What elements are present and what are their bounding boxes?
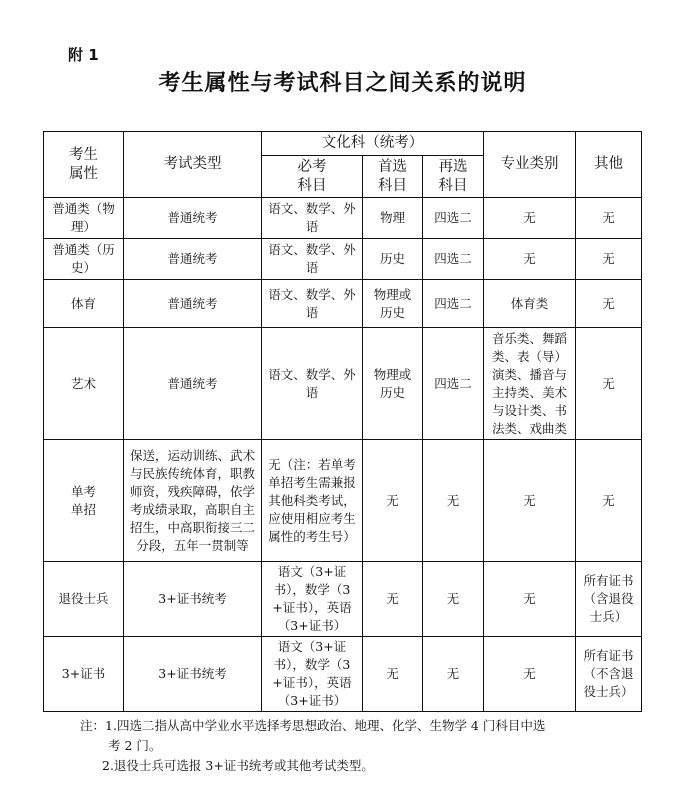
page-title: 考生属性与考试科目之间关系的说明 (158, 71, 527, 96)
cell-attr: 艺术 (44, 328, 124, 440)
cell-other: 无 (576, 198, 642, 239)
cell-type: 普通统考 (124, 280, 262, 328)
note-1: 注：1.四选二指从高中学业水平选择考思想政治、地理、化学、生物学 4 门科目中选 (80, 718, 546, 733)
note-1-continued: 考 2 门。 (108, 738, 162, 753)
cell-second: 无 (423, 440, 484, 562)
cell-type: 3+证书统考 (124, 637, 262, 712)
cell-required: 无（注：若单考单招考生需兼报其他科类考试，应使用相应考生属性的考生号） (262, 440, 363, 562)
cell-required: 语文、数学、外语 (262, 280, 363, 328)
header-attribute: 考生属性 (44, 132, 124, 198)
cell-attr: 体育 (44, 280, 124, 328)
cell-second: 无 (423, 637, 484, 712)
table-row (44, 637, 642, 712)
cell-major: 无 (484, 562, 576, 637)
cell-second: 四选二 (423, 328, 484, 440)
header-second-choice: 再选科目 (423, 156, 484, 198)
cell-attr: 退役士兵 (44, 562, 124, 637)
cell-first: 物理或历史 (363, 280, 423, 328)
cell-major: 体育类 (484, 280, 576, 328)
cell-first: 历史 (363, 239, 423, 280)
cell-first: 无 (363, 440, 423, 562)
table-row (44, 562, 642, 637)
cell-type: 保送，运动训练、武术与民族传统体育，职教师资，残疾障碍，依学考成绩录取，高职自主招生，中高职衔接三二分段，五年一贯制等 (124, 440, 262, 562)
cell-other: 所有证书（不含退役士兵） (576, 637, 642, 712)
cell-other: 无 (576, 328, 642, 440)
cell-type: 3+证书统考 (124, 562, 262, 637)
cell-second: 四选二 (423, 239, 484, 280)
cell-type: 普通统考 (124, 328, 262, 440)
cell-required: 语文（3+证书），数学（3+证书），英语（3+证书） (262, 637, 363, 712)
header-other: 其他 (576, 132, 642, 198)
cell-major: 音乐类、舞蹈类、表（导）演类、播音与主持类、美术与设计类、书法类、戏曲类 (484, 328, 576, 440)
notes-label: 注： (80, 718, 106, 733)
footnotes (80, 716, 640, 776)
cell-major: 无 (484, 440, 576, 562)
cell-other: 无 (576, 280, 642, 328)
header-culture: 文化科（统考） (262, 132, 484, 156)
relationship-table (43, 131, 642, 712)
header-row-1 (44, 132, 642, 156)
cell-second: 四选二 (423, 280, 484, 328)
cell-major: 无 (484, 239, 576, 280)
cell-required: 语文、数学、外语 (262, 198, 363, 239)
table-row (44, 440, 642, 562)
header-first-choice: 首选科目 (363, 156, 423, 198)
cell-required: 语文（3+证书），数学（3+证书），英语（3+证书） (262, 562, 363, 637)
cell-other: 所有证书（含退役士兵） (576, 562, 642, 637)
cell-second: 无 (423, 562, 484, 637)
note-2: 2.退役士兵可选报 3+证书统考或其他考试类型。 (102, 758, 374, 773)
annex-label: 附 1 (68, 46, 99, 64)
cell-first: 物理或历史 (363, 328, 423, 440)
table-row (44, 239, 642, 280)
table-row (44, 280, 642, 328)
cell-type: 普通统考 (124, 239, 262, 280)
cell-major: 无 (484, 637, 576, 712)
cell-required: 语文、数学、外语 (262, 328, 363, 440)
header-major: 专业类别 (484, 132, 576, 198)
cell-first: 无 (363, 637, 423, 712)
table-row (44, 328, 642, 440)
cell-required: 语文、数学、外语 (262, 239, 363, 280)
cell-other: 无 (576, 239, 642, 280)
cell-first: 物理 (363, 198, 423, 239)
header-exam-type: 考试类型 (124, 132, 262, 198)
cell-second: 四选二 (423, 198, 484, 239)
table-row (44, 198, 642, 239)
cell-attr: 普通类（历史） (44, 239, 124, 280)
cell-first: 无 (363, 562, 423, 637)
cell-other: 无 (576, 440, 642, 562)
cell-attr: 单考单招 (44, 440, 124, 562)
cell-attr: 3+证书 (44, 637, 124, 712)
cell-major: 无 (484, 198, 576, 239)
cell-attr: 普通类（物理） (44, 198, 124, 239)
header-required: 必考科目 (262, 156, 363, 198)
cell-type: 普通统考 (124, 198, 262, 239)
